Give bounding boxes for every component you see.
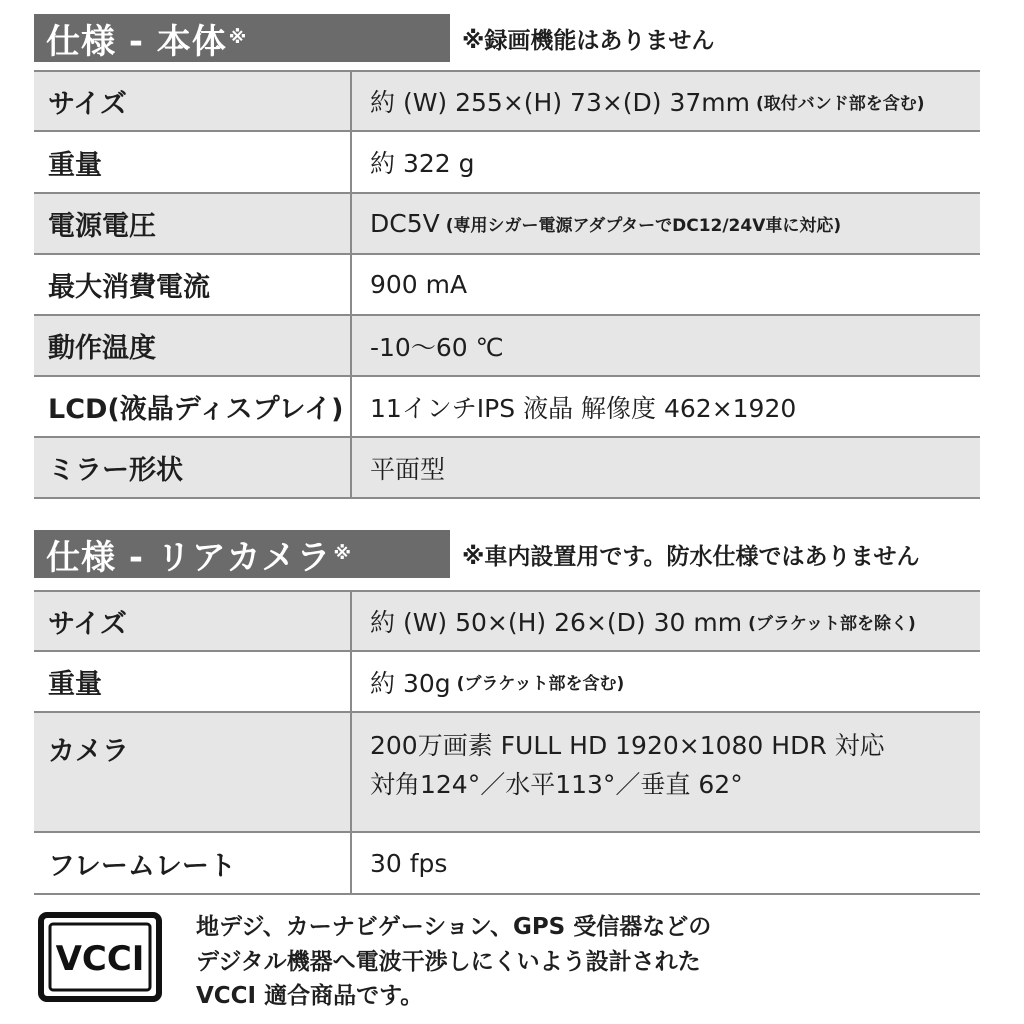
row-value	[352, 377, 980, 436]
row-value	[352, 652, 980, 711]
row-value-note: (取付バンド部を含む)	[756, 93, 925, 114]
row-value	[352, 438, 980, 497]
vcci-logo	[38, 912, 162, 1002]
table-row	[34, 590, 980, 652]
table-row	[34, 132, 980, 194]
row-value	[352, 255, 980, 314]
table-row	[34, 652, 980, 713]
row-label: 重量	[34, 132, 352, 192]
row-value	[352, 316, 980, 375]
main-spec-title-mark: ※	[228, 27, 248, 48]
row-label: カメラ	[34, 713, 352, 831]
row-label: フレームレート	[34, 833, 352, 893]
row-value-text: 約 322 g	[370, 149, 475, 178]
table-row	[34, 316, 980, 377]
main-spec-note: ※録画機能はありません	[462, 27, 715, 54]
main-spec-header	[34, 14, 714, 62]
row-value-text: 200万画素 FULL HD 1920×1080 HDR 対応	[370, 731, 885, 760]
row-value	[352, 833, 980, 893]
row-value	[352, 713, 980, 831]
row-label: LCD(液晶ディスプレイ)	[34, 377, 352, 436]
row-value-text: 900 mA	[370, 270, 468, 299]
rear-spec-title-text: 仕様 - リアカメラ	[46, 537, 332, 578]
vcci-line: VCCI 適合商品です。	[196, 983, 424, 1009]
table-row	[34, 713, 980, 833]
vcci-line: 地デジ、カーナビゲーション、GPS 受信器などの	[196, 914, 712, 940]
row-value	[352, 132, 980, 192]
row-value	[352, 72, 980, 130]
row-value-text: 30 fps	[370, 848, 448, 878]
vcci-description	[196, 910, 711, 1014]
row-label: ミラー形状	[34, 438, 352, 497]
row-value-text-secondary: 対角124°／水平113°／垂直 62°	[370, 769, 743, 799]
table-row	[34, 438, 980, 499]
rear-spec-title	[34, 530, 450, 578]
row-value-text: 11インチIPS 液晶 解像度 462×1920	[370, 393, 797, 423]
table-row	[34, 194, 980, 255]
row-value-text: -10〜60 ℃	[370, 332, 504, 362]
row-value-note: (ブラケット部を含む)	[456, 674, 625, 694]
vcci-line: デジタル機器へ電波干渉しにくいよう設計された	[196, 948, 701, 975]
table-row	[34, 255, 980, 316]
row-label: サイズ	[34, 592, 352, 650]
rear-spec-header	[34, 530, 920, 578]
rear-spec-table	[34, 590, 980, 895]
row-label: 動作温度	[34, 316, 352, 375]
row-value-text: 平面型	[370, 454, 446, 484]
main-spec-table	[34, 70, 980, 499]
row-value	[352, 194, 980, 253]
row-value-text: 約 (W) 255×(H) 73×(D) 37mm	[370, 88, 751, 117]
row-label: サイズ	[34, 72, 352, 130]
row-value-note: (専用シガー電源アダプターでDC12/24V車に対応)	[445, 216, 842, 236]
row-value-text: DC5V	[370, 209, 440, 238]
row-value-text: 約 30g	[370, 668, 451, 698]
row-label: 最大消費電流	[34, 255, 352, 314]
rear-spec-title-mark: ※	[333, 543, 352, 564]
main-spec-title-text: 仕様 - 本体	[46, 21, 227, 62]
vcci-logo-mark	[38, 912, 162, 1002]
row-value-text: 約 (W) 50×(H) 26×(D) 30 mm	[370, 608, 743, 637]
row-value-note: (ブラケット部を除く)	[748, 613, 916, 634]
vcci-logo-text: VCCI	[55, 939, 145, 979]
rear-spec-note: ※車内設置用です。防水仕様ではありません	[462, 543, 920, 570]
row-value	[352, 592, 980, 650]
table-row	[34, 833, 980, 895]
main-spec-title	[34, 14, 450, 62]
row-label: 重量	[34, 652, 352, 711]
row-label: 電源電圧	[34, 194, 352, 253]
table-row	[34, 377, 980, 438]
table-row	[34, 70, 980, 132]
